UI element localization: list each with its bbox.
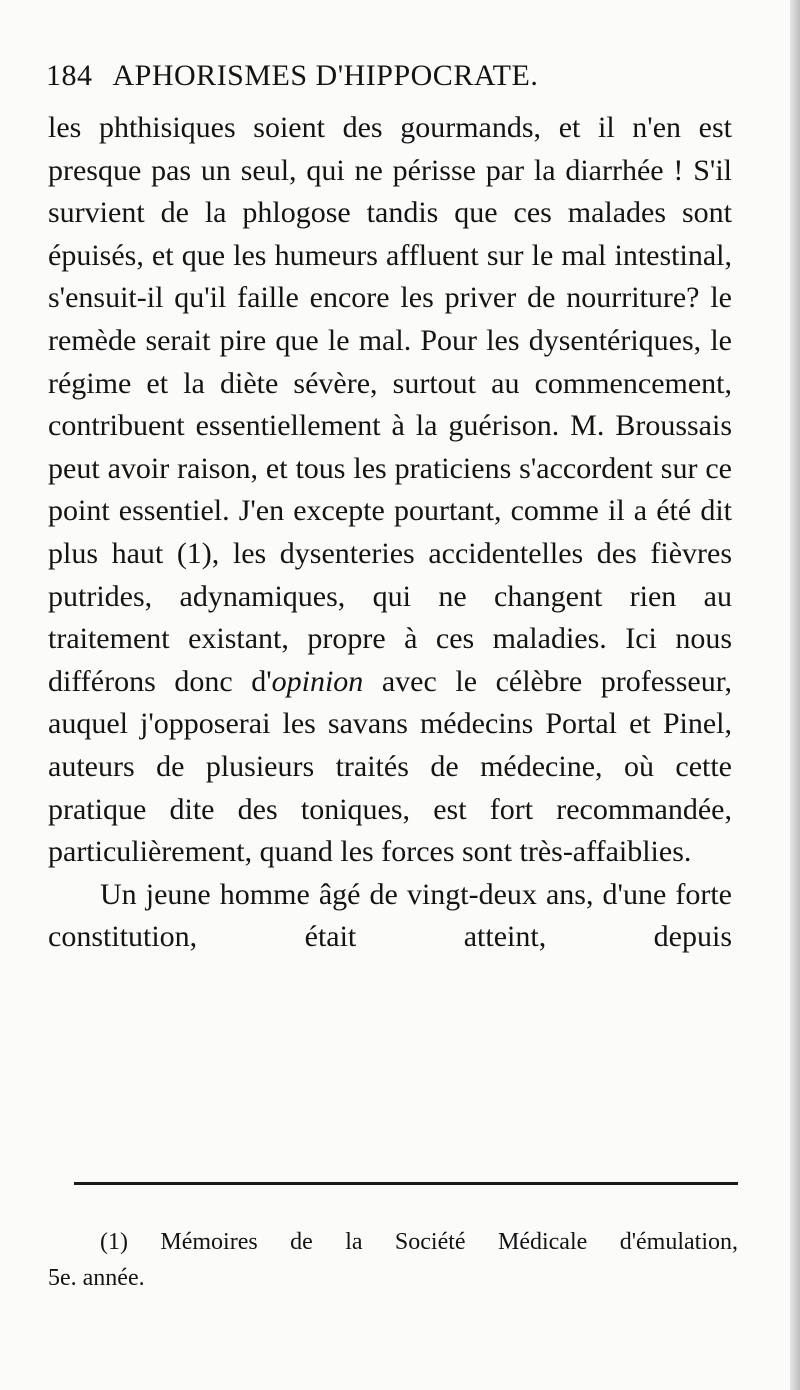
footnote-rule	[74, 1182, 738, 1185]
paragraph-1	[48, 107, 732, 874]
body-text	[48, 107, 732, 959]
paragraph-1-text-end: avec le célèbre professeur, auquel j'opposerai les savans médecins Portal et Pinel, auteurs de plusieurs traités de médecine, où cette pratique dite des toniques, est fort recommandée, particulièrement, quand les forces sont très-affaiblies.	[48, 664, 733, 869]
page-edge-shadow	[790, 0, 800, 1390]
footnote	[48, 1224, 738, 1296]
page-number: 184	[46, 59, 93, 92]
paragraph-1-text: les phthisiques soient des gourmands, et il n'en est presque pas un seul, qui ne périsse par la diarrhée ! S'il survient de la phlogose tandis que ces malades sont épuisés, et que les humeurs affluent sur le mal intestinal, s'ensuit-il qu'il faille encore les priver de nourriture? le remède serait pire que le mal. Pour les dysentériques, le régime et la diète sévère, surtout au commencement, contribuent essentiellement à la guérison. M. Broussais peut avoir raison, et tous les praticiens s'accordent sur ce point essentiel. J'en excepte pourtant, comme il a été dit plus haut (1), les dysenteries accidentelles des fièvres putrides, adynamiques, qui ne changent rien au traitement existant, propre à ces maladies. Ici nous différons donc d'	[48, 111, 732, 698]
paragraph-2: Un jeune homme âgé de vingt-deux ans, d'une forte constitution, était atteint, depuis	[48, 877, 732, 954]
running-title: APHORISMES D'HIPPOCRATE.	[112, 59, 539, 92]
footnote-line-1: (1) Mémoires de la Société Médicale d'émulation,	[100, 1229, 738, 1255]
page-header	[46, 56, 726, 96]
footnote-line-2: 5e. année.	[48, 1265, 145, 1291]
italic-word: opinion	[271, 664, 364, 698]
